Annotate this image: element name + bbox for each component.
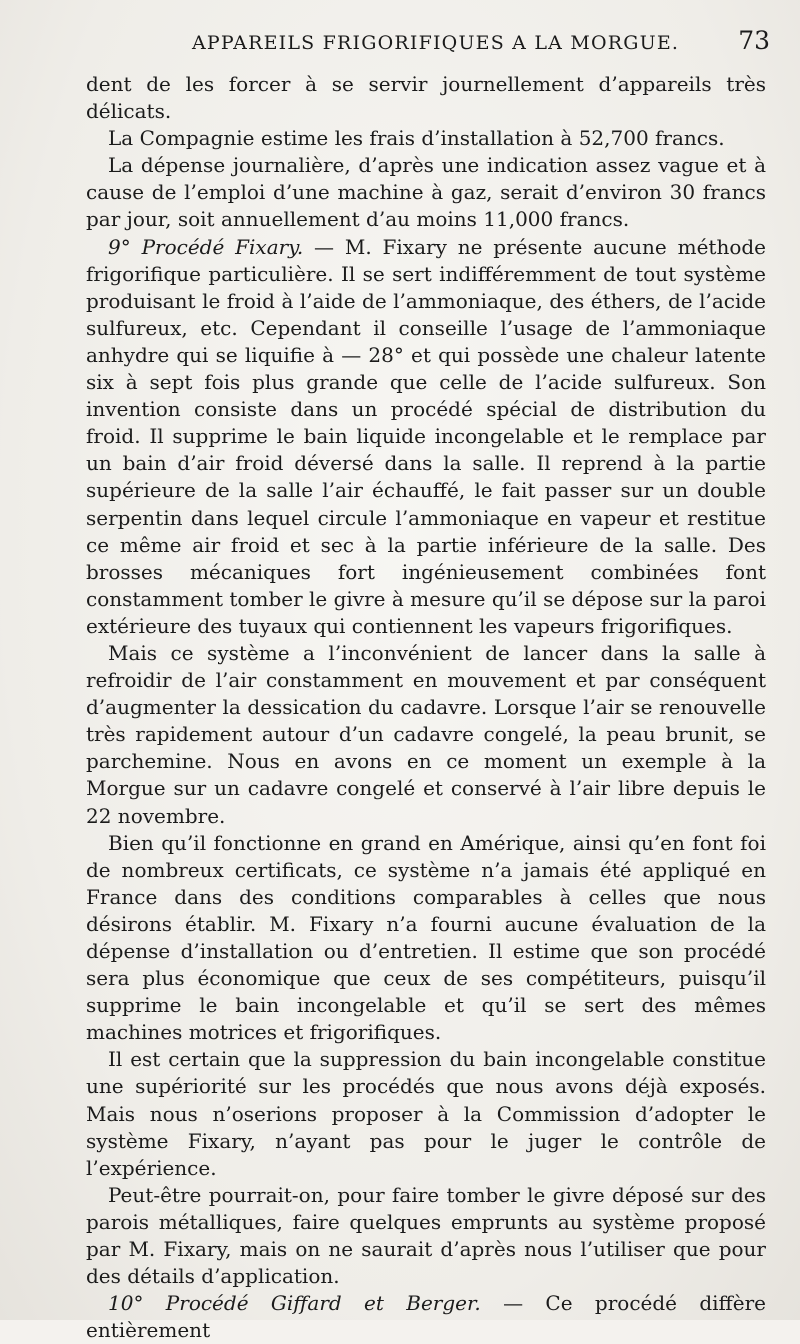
paragraph-text: Bien qu’il fonctionne en grand en Amérique, ainsi qu’en font foi de nombreux certificats, ce système n’a jamais été appliqué en France dans des conditions comparables à celles que nous désirons établir. M. Fixary n’a fourni aucune évaluation de la dépense d’installation ou d’entretien. Il estime que son procédé sera plus économique que ceux de ses compétiteurs, puisqu’il supprime le bain incongelable et qu’il se sert des mêmes machines motrices et frigorifiques.	[86, 830, 766, 1045]
paragraph-text: — Ce procédé diffère entièrement	[86, 1291, 766, 1343]
paragraph	[86, 234, 766, 640]
section-heading: 10° Procédé Giffard et Berger.	[108, 1291, 481, 1316]
paragraph	[86, 830, 766, 1047]
paragraph-text: dent de les forcer à se servir journellement d’appareils très délicats.	[86, 72, 766, 124]
running-title: APPAREILS FRIGORIFIQUES A LA MORGUE.	[192, 32, 680, 54]
paragraph	[86, 152, 766, 233]
body-text	[86, 71, 766, 1344]
paragraph-text: Mais ce système a l’inconvénient de lancer dans la salle à refroidir de l’air constamment en mouvement et par conséquent d’augmenter la dessication du cadavre. Lorsque l’air se renouvelle très rapidement autour d’un cadavre congelé, la peau brunit, se parchemine. Nous en avons en ce moment un exemple à la Morgue sur un cadavre congelé et conservé à l’air libre depuis le 22 novembre.	[86, 640, 766, 828]
page-header	[98, 26, 770, 60]
page-number: 73	[738, 26, 770, 55]
paragraph	[86, 125, 766, 152]
paragraph-text: — M. Fixary ne présente aucune méthode frigorifique particulière. Il se sert indifféremment de tout système produisant le froid à l’aide de l’ammoniaque, des éthers, de l’acide sulfureux, etc. Cependant il conseille l’usage de l’ammoniaque anhydre qui se liquifie à — 28° et qui possède une chaleur latente six à sept fois plus grande que celle de l’acide sulfureux. Son invention consiste dans un procédé spécial de distribution du froid. Il supprime le bain liquide incongelable et le remplace par un bain d’air froid déversé dans la salle. Il reprend à la partie supérieure de la salle l’air échauffé, le fait passer sur un double serpentin dans lequel circule l’ammoniaque en vapeur et restitue ce même air froid et sec à la partie inférieure de la salle. Des brosses mécaniques fort ingénieusement combinées font constamment tomber le givre à mesure qu’il se dépose sur la paroi extérieure des tuyaux qui contiennent les vapeurs frigorifiques.	[86, 234, 766, 638]
paragraph	[86, 1046, 766, 1181]
paragraph-text: La dépense journalière, d’après une indication assez vague et à cause de l’emploi d’une machine à gaz, serait d’environ 30 francs par jour, soit annuellement d’au moins 11,000 francs.	[86, 153, 766, 232]
paragraph-text: La Compagnie estime les frais d’installation à 52,700 francs.	[108, 126, 725, 151]
paragraph-text: Peut-être pourrait-on, pour faire tomber le givre déposé sur des parois métalliques, faire quelques emprunts au système proposé par M. Fixary, mais on ne saurait d’après nous l’utiliser que pour des détails d’application.	[86, 1182, 766, 1289]
paragraph	[86, 1182, 766, 1290]
paragraph	[86, 1290, 766, 1344]
paragraph	[86, 640, 766, 830]
section-heading: 9° Procédé Fixary.	[108, 234, 304, 259]
paragraph	[86, 71, 766, 125]
paragraph-text: Il est certain que la suppression du bain incongelable constitue une supériorité sur les procédés que nous avons déjà exposés. Mais nous n’oserions proposer à la Commission d’adopter le système Fixary, n’ayant pas pour le juger le contrôle de l’expérience.	[86, 1047, 766, 1180]
